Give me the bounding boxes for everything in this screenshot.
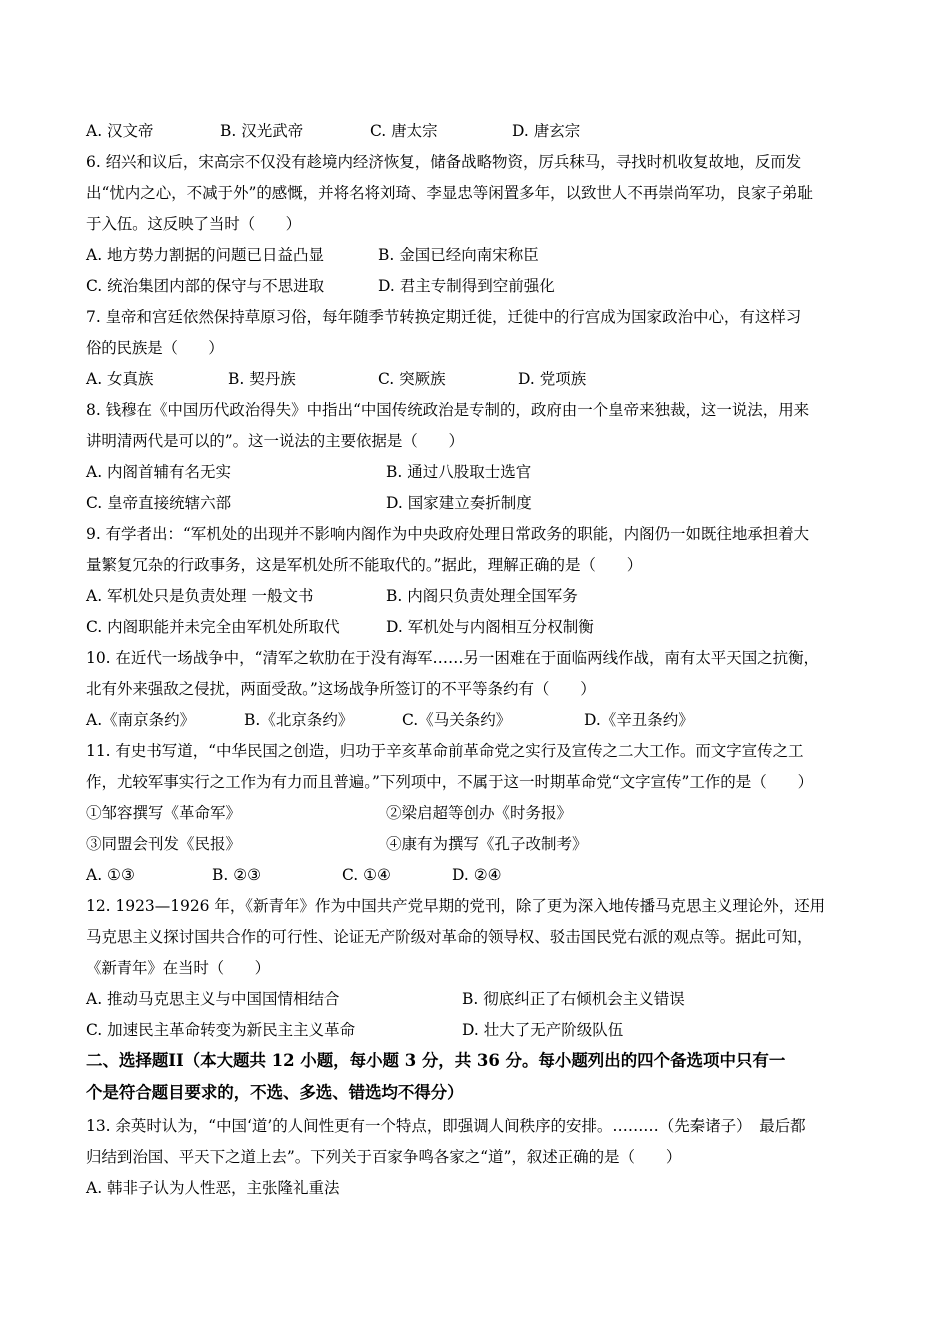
q9-stem-line-1: 9. 有学者出：“军机处的出现并不影响内阁作为中央政府处理日常政务的职能，内阁仍一如既往地承担着大 xyxy=(86,525,810,543)
q11-item-2: ②梁启超等创办《时务报》 xyxy=(386,804,573,822)
q8-option-a: A. 内阁首辅有名无实 xyxy=(86,463,232,481)
q9-option-c: C. 内阁职能并未完全由军机处所取代 xyxy=(86,618,340,636)
q12-stem-line-3: 《新青年》在当时（ ） xyxy=(86,959,271,977)
q9-option-b: B. 内阁只负责处理全国军务 xyxy=(386,587,578,605)
q11-stem-line-1: 11. 有史书写道，“中华民国之创造，归功于辛亥革命前革命党之实行及宣传之二大工作。而文字宣传之工 xyxy=(86,742,804,760)
q8-option-d: D. 国家建立奏折制度 xyxy=(386,494,532,512)
q7-stem-line-1: 7. 皇帝和宫廷依然保持草原习俗，每年随季节转换定期迁徙，迁徙中的行宫成为国家政治中心，有这样习 xyxy=(86,308,802,326)
q7-option-a: A. 女真族 xyxy=(86,370,154,388)
q11-option-b: B. ②③ xyxy=(212,866,262,884)
q10-option-a: A.《南京条约》 xyxy=(86,711,196,729)
q10-option-c: C.《马关条约》 xyxy=(402,711,512,729)
q13-option-a: A. 韩非子认为人性恶，主张隆礼重法 xyxy=(86,1179,340,1197)
q12-stem-line-2: 马克思主义探讨国共合作的可行性、论证无产阶级对革命的领导权、驳击国民党右派的观点等。据此可知， xyxy=(86,928,813,946)
q5-option-b: B. 汉光武帝 xyxy=(220,122,304,140)
q9-option-a: A. 军机处只是负责处理 一般文书 xyxy=(86,587,314,605)
q10-option-b: B.《北京条约》 xyxy=(244,711,354,729)
q5-option-a: A. 汉文帝 xyxy=(86,122,154,140)
q12-stem-line-1: 12. 1923—1926 年，《新青年》作为中国共产党早期的党刊，除了更为深入地传播马克思主义理论外，还用 xyxy=(86,897,826,915)
q6-option-a: A. 地方势力割据的问题已日益凸显 xyxy=(86,246,325,264)
q11-option-c: C. ①④ xyxy=(342,866,391,884)
q13-stem-line-2: 归结到治国、平天下之道上去”。下列关于百家争鸣各家之“道”，叙述正确的是（ ） xyxy=(86,1148,682,1166)
q12-option-d: D. 壮大了无产阶级队伍 xyxy=(462,1021,624,1039)
q11-option-a: A. ①③ xyxy=(86,866,135,884)
q11-item-1: ①邹容撰写《革命军》 xyxy=(86,804,242,822)
q6-option-c: C. 统治集团内部的保守与不思进取 xyxy=(86,277,325,295)
q7-option-c: C. 突厥族 xyxy=(378,370,446,388)
q11-item-4: ④康有为撰写《孔子改制考》 xyxy=(386,835,588,853)
q10-stem-line-2: 北有外来强敌之侵扰，两面受敌。”这场战争所签订的不平等条约有（ ） xyxy=(86,680,596,698)
q12-option-a: A. 推动马克思主义与中国国情相结合 xyxy=(86,990,340,1008)
q7-stem-line-2: 俗的民族是（ ） xyxy=(86,339,224,357)
q7-option-d: D. 党项族 xyxy=(518,370,587,388)
q8-stem-line-2: 讲明清两代是可以的”。这一说法的主要依据是（ ） xyxy=(86,432,464,450)
q13-stem-line-1: 13. 余英时认为，“中国‘道’的人间性更有一个特点，即强调人间秩序的安排。………（先秦诸子） 最后都 xyxy=(86,1117,806,1135)
q6-stem-line-1: 6. 绍兴和议后，宋高宗不仅没有趁境内经济恢复，储备战略物资，厉兵秣马，寻找时机收复故地，反而发 xyxy=(86,153,802,171)
q9-option-d: D. 军机处与内阁相互分权制衡 xyxy=(386,618,594,636)
q7-option-b: B. 契丹族 xyxy=(228,370,296,388)
q8-stem-line-1: 8. 钱穆在《中国历代政治得失》中指出“中国传统政治是专制的，政府由一个皇帝来独裁，这一说法，用来 xyxy=(86,401,810,419)
q9-stem-line-2: 量繁复冗杂的行政事务，这是军机处所不能取代的。”据此，理解正确的是（ ） xyxy=(86,556,643,574)
q11-stem-line-2: 作，尤较军事实行之工作为有力而且普遍。”下列项中，不属于这一时期革命党“文字宣传”工作的是（ ） xyxy=(86,773,814,791)
q8-option-c: C. 皇帝直接统辖六部 xyxy=(86,494,232,512)
q6-option-d: D. 君主专制得到空前强化 xyxy=(378,277,555,295)
q10-option-d: D.《辛丑条约》 xyxy=(584,711,694,729)
section-2-heading-line-2: 个是符合题目要求的，不选、多选、错选均不得分） xyxy=(86,1083,464,1102)
q12-option-c: C. 加速民主革命转变为新民主主义革命 xyxy=(86,1021,356,1039)
q5-option-c: C. 唐太宗 xyxy=(370,122,438,140)
q11-item-3: ③同盟会刊发《民报》 xyxy=(86,835,242,853)
q11-option-d: D. ②④ xyxy=(452,866,502,884)
q6-stem-line-2: 出“忧内之心，不减于外”的感慨，并将名将刘琦、李显忠等闲置多年，以致世人不再崇尚军功，良家子弟耻 xyxy=(86,184,813,202)
q10-stem-line-1: 10. 在近代一场战争中，“清军之软肋在于没有海军……另一困难在于面临两线作战，南有太平天国之抗衡， xyxy=(86,649,820,667)
q8-option-b: B. 通过八股取士选官 xyxy=(386,463,532,481)
q5-option-d: D. 唐玄宗 xyxy=(512,122,581,140)
q6-stem-line-3: 于入伍。这反映了当时（ ） xyxy=(86,215,302,233)
q6-option-b: B. 金国已经向南宋称臣 xyxy=(378,246,539,264)
section-2-heading-line-1: 二、选择题II（本大题共 12 小题，每小题 3 分，共 36 分。每小题列出的四个备选项中只有一 xyxy=(86,1051,786,1070)
q12-option-b: B. 彻底纠正了右倾机会主义错误 xyxy=(462,990,685,1008)
